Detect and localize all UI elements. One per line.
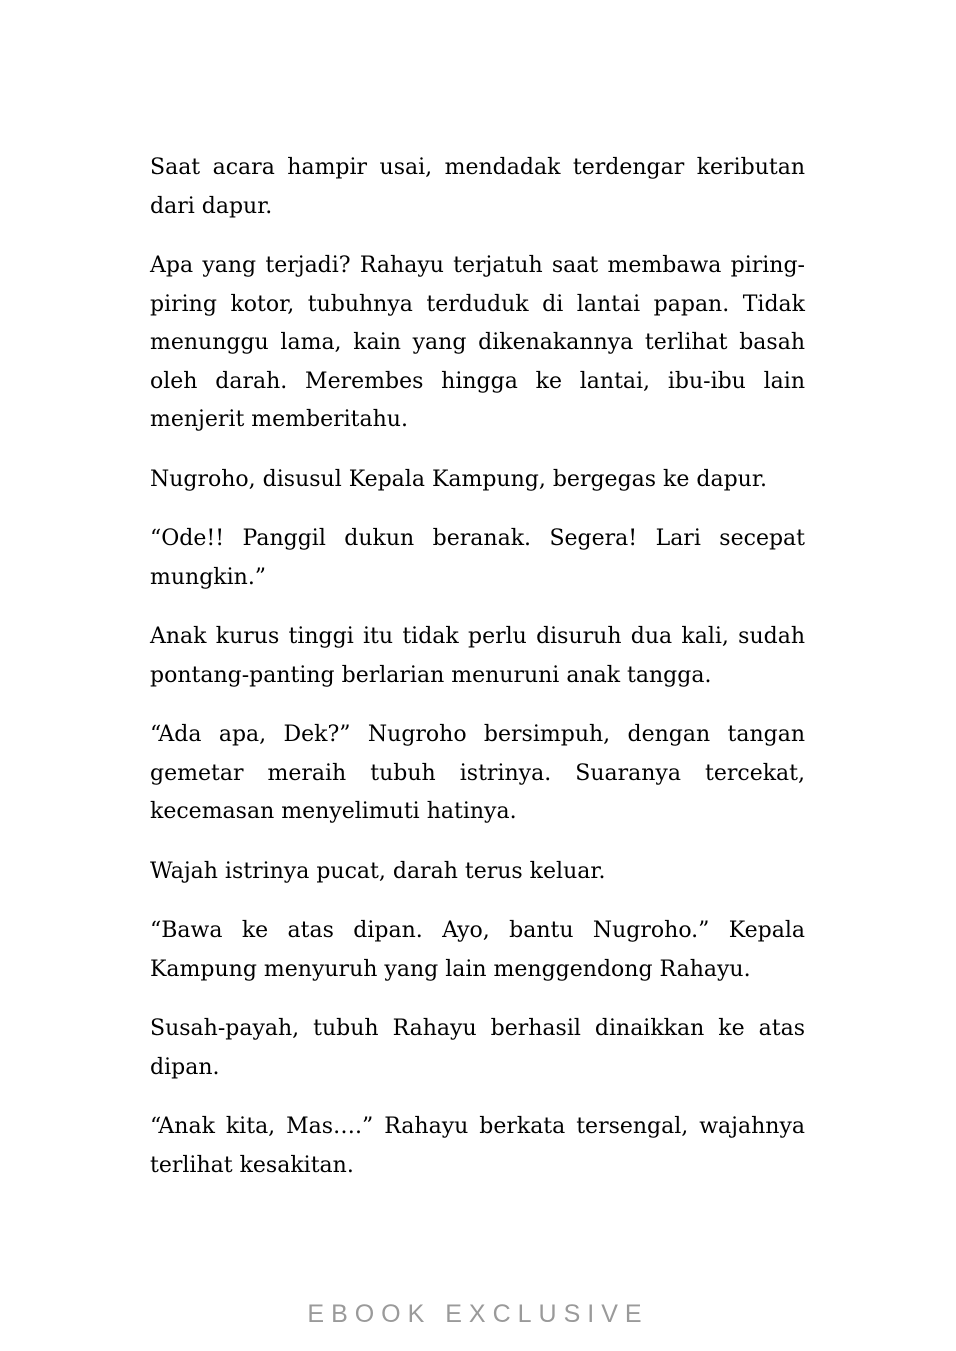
page-body <box>150 149 805 1206</box>
paragraph: “Ada apa, Dek?” Nugroho bersimpuh, dengan tangan gemetar meraih tubuh istrinya. Suaranya tercekat, kecemasan menyelimuti hatinya. <box>150 722 805 824</box>
page-footer: EBOOK EXCLUSIVE <box>307 1300 649 1328</box>
paragraph: “Ode!! Panggil dukun beranak. Segera! Lari secepat mungkin.” <box>150 526 805 590</box>
paragraph: “Bawa ke atas dipan. Ayo, bantu Nugroho.” Kepala Kampung menyuruh yang lain menggendong Rahayu. <box>150 918 805 982</box>
paragraph: Apa yang terjadi? Rahayu terjatuh saat membawa piring-piring kotor, tubuhnya terduduk di lantai papan. Tidak menunggu lama, kain yang dikenakannya terlihat basah oleh darah. Merembes hingga ke lantai, ibu-ibu lain menjerit memberitahu. <box>150 253 805 432</box>
paragraph: Susah-payah, tubuh Rahayu berhasil dinaikkan ke atas dipan. <box>150 1016 805 1080</box>
paragraph: Wajah istrinya pucat, darah terus keluar. <box>150 858 606 884</box>
paragraph: Anak kurus tinggi itu tidak perlu disuruh dua kali, sudah pontang-panting berlarian menuruni anak tangga. <box>150 624 805 688</box>
paragraph: Nugroho, disusul Kepala Kampung, bergegas ke dapur. <box>150 466 767 492</box>
paragraph: Saat acara hampir usai, mendadak terdengar keributan dari dapur. <box>150 155 805 219</box>
paragraph: “Anak kita, Mas….” Rahayu berkata tersengal, wajahnya terlihat kesakitan. <box>150 1114 805 1178</box>
